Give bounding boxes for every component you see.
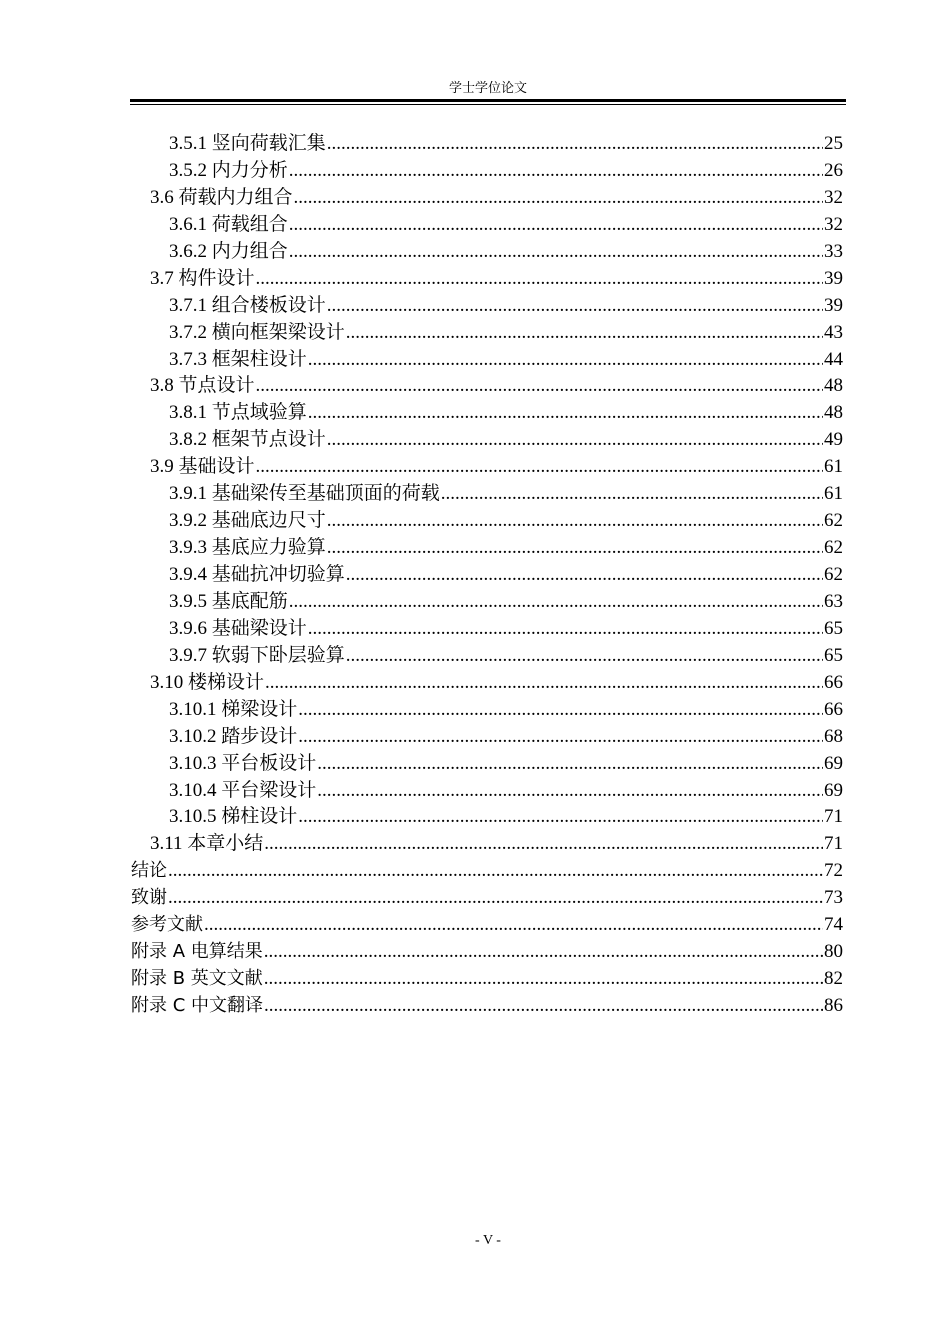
toc-entry-page-number: 73 <box>824 887 843 909</box>
toc-entry[interactable] <box>131 724 843 751</box>
toc-dot-leader <box>327 427 823 454</box>
toc-entry-page-number: 39 <box>824 267 843 289</box>
toc-entry[interactable] <box>131 185 843 212</box>
toc-entry-page-number: 61 <box>824 456 843 478</box>
toc-entry-title: 3.10.5 梯柱设计 <box>169 806 298 828</box>
toc-entry-page-number: 69 <box>824 779 843 801</box>
header-rule-thin <box>130 104 846 105</box>
toc-dot-leader <box>327 293 823 320</box>
toc-entry-title: 3.5.2 内力分析 <box>169 159 288 181</box>
toc-entry[interactable] <box>131 481 843 508</box>
header-rule-thick <box>130 99 846 102</box>
toc-entry-title: 3.9.6 基础梁设计 <box>169 617 307 639</box>
toc-entry[interactable] <box>131 427 843 454</box>
toc-entry-title: 3.9.7 软弱下卧层验算 <box>169 644 345 666</box>
toc-entry-page-number: 61 <box>824 483 843 505</box>
toc-entry-title: 致谢 <box>131 887 167 909</box>
toc-entry-title: 3.9.2 基础底边尺寸 <box>169 510 326 532</box>
toc-entry-title: 结论 <box>131 860 167 882</box>
toc-entry-title: 3.8 节点设计 <box>150 375 255 397</box>
toc-entry-page-number: 71 <box>824 806 843 828</box>
toc-entry[interactable] <box>131 697 843 724</box>
toc-entry-page-number: 32 <box>824 213 843 235</box>
toc-entry[interactable] <box>131 320 843 347</box>
toc-entry[interactable] <box>131 751 843 778</box>
toc-entry[interactable] <box>131 535 843 562</box>
toc-entry[interactable] <box>131 643 843 670</box>
toc-entry-page-number: 48 <box>824 402 843 424</box>
toc-entry-title: 3.9.3 基底应力验算 <box>169 537 326 559</box>
toc-entry-title: 3.10 楼梯设计 <box>150 671 265 693</box>
toc-entry-title: 3.6.1 荷载组合 <box>169 213 288 235</box>
toc-entry-page-number: 62 <box>824 510 843 532</box>
toc-entry-title: 3.7 构件设计 <box>150 267 255 289</box>
toc-entry-title: 3.7.1 组合楼板设计 <box>169 294 326 316</box>
toc-entry-page-number: 80 <box>824 941 843 963</box>
toc-entry-title: 3.5.1 竖向荷载汇集 <box>169 133 326 154</box>
toc-entry-page-number: 65 <box>824 644 843 666</box>
toc-entry-page-number: 62 <box>824 564 843 585</box>
toc-dot-leader <box>265 670 823 697</box>
toc-entry-page-number: 74 <box>824 914 843 936</box>
toc-entry[interactable] <box>131 212 843 239</box>
toc-dot-leader <box>168 858 823 885</box>
toc-entry-page-number: 62 <box>824 537 843 559</box>
toc-entry-page-number: 32 <box>824 186 843 208</box>
toc-dot-leader <box>298 724 823 751</box>
toc-entry-title: 3.10.1 梯梁设计 <box>169 698 298 720</box>
toc-entry[interactable] <box>131 885 843 912</box>
toc-entry-title: 3.7.2 横向框架梁设计 <box>169 321 345 343</box>
toc-entry[interactable] <box>131 966 843 993</box>
toc-entry-page-number: 25 <box>824 133 843 154</box>
toc-entry-title: 3.8.2 框架节点设计 <box>169 429 326 451</box>
toc-dot-leader <box>346 643 823 670</box>
toc-entry-page-number: 66 <box>824 698 843 720</box>
toc-entry[interactable] <box>131 454 843 481</box>
toc-dot-leader <box>298 804 823 831</box>
toc-entry-title: 3.10.4 平台梁设计 <box>169 779 317 801</box>
toc-dot-leader <box>317 778 823 805</box>
toc-dot-leader <box>204 912 823 939</box>
toc-entry[interactable] <box>131 293 843 320</box>
toc-entry-title: 3.7.3 框架柱设计 <box>169 348 307 370</box>
toc-entry[interactable] <box>131 993 843 1020</box>
toc-dot-leader <box>289 589 823 616</box>
toc-entry-page-number: 39 <box>824 294 843 316</box>
toc-entry[interactable] <box>131 400 843 427</box>
toc-entry-title: 3.9.1 基础梁传至基础顶面的荷载 <box>169 483 440 505</box>
toc-entry-page-number: 48 <box>824 375 843 397</box>
toc-entry[interactable] <box>131 562 843 589</box>
toc-entry[interactable] <box>131 239 843 266</box>
toc-entry[interactable] <box>131 508 843 535</box>
toc-dot-leader <box>346 320 823 347</box>
toc-entry-page-number: 43 <box>824 321 843 343</box>
toc-entry-title: 3.6.2 内力组合 <box>169 240 288 262</box>
toc-entry-page-number: 26 <box>824 159 843 181</box>
toc-entry[interactable] <box>131 373 843 400</box>
toc-dot-leader <box>441 481 823 508</box>
toc-entry-page-number: 44 <box>824 348 843 370</box>
toc-entry-page-number: 49 <box>824 429 843 451</box>
toc-entry-title: 3.11 本章小结 <box>150 833 264 855</box>
toc-dot-leader <box>289 212 823 239</box>
toc-dot-leader <box>308 347 823 374</box>
toc-entry-page-number: 86 <box>824 995 843 1016</box>
toc-entry-title: 3.9 基础设计 <box>150 456 255 478</box>
toc-entry-title: 3.9.5 基底配筋 <box>169 590 288 612</box>
toc-dot-leader <box>346 562 823 589</box>
toc-dot-leader <box>264 993 823 1020</box>
toc-dot-leader <box>256 266 823 293</box>
toc-entry[interactable] <box>131 158 843 185</box>
toc-entry-page-number: 65 <box>824 617 843 639</box>
toc-entry[interactable] <box>131 589 843 616</box>
table-of-contents <box>131 131 843 1020</box>
running-header: 学士学位论文 <box>448 80 527 95</box>
toc-entry[interactable] <box>131 616 843 643</box>
toc-entry-title: 附录 B 英文文献 <box>131 968 263 990</box>
toc-dot-leader <box>256 373 823 400</box>
toc-dot-leader <box>264 966 823 993</box>
toc-dot-leader <box>264 939 823 966</box>
toc-entry-page-number: 82 <box>824 968 843 990</box>
toc-entry-title: 附录 A 电算结果 <box>131 941 263 963</box>
toc-entry[interactable] <box>131 804 843 831</box>
toc-dot-leader <box>294 185 823 212</box>
toc-dot-leader <box>289 239 823 266</box>
toc-dot-leader <box>289 158 823 185</box>
toc-dot-leader <box>327 508 823 535</box>
toc-entry-title: 3.10.3 平台板设计 <box>169 752 317 774</box>
toc-entry[interactable] <box>131 131 843 158</box>
toc-entry-page-number: 72 <box>824 860 843 882</box>
toc-entry-title: 3.6 荷载内力组合 <box>150 186 293 208</box>
toc-dot-leader <box>327 131 823 158</box>
toc-dot-leader <box>308 400 823 427</box>
toc-dot-leader <box>327 535 823 562</box>
toc-dot-leader <box>264 831 823 858</box>
toc-entry[interactable] <box>131 347 843 374</box>
toc-entry-page-number: 69 <box>824 752 843 774</box>
toc-entry[interactable] <box>131 670 843 697</box>
toc-entry-page-number: 68 <box>824 725 843 747</box>
toc-entry[interactable] <box>131 831 843 858</box>
toc-entry-page-number: 71 <box>824 833 843 855</box>
toc-entry-title: 3.8.1 节点域验算 <box>169 402 307 424</box>
toc-dot-leader <box>298 697 823 724</box>
toc-entry[interactable] <box>131 939 843 966</box>
toc-entry[interactable] <box>131 266 843 293</box>
toc-entry[interactable] <box>131 858 843 885</box>
toc-entry-page-number: 66 <box>824 671 843 693</box>
toc-entry-title: 3.10.2 踏步设计 <box>169 725 298 747</box>
toc-dot-leader <box>256 454 823 481</box>
toc-entry[interactable] <box>131 778 843 805</box>
toc-entry[interactable] <box>131 912 843 939</box>
toc-dot-leader <box>317 751 823 778</box>
page-number: - V - <box>475 1233 501 1248</box>
toc-dot-leader <box>168 885 823 912</box>
toc-dot-leader <box>308 616 823 643</box>
toc-entry-title: 参考文献 <box>131 914 203 936</box>
toc-entry-title: 3.9.4 基础抗冲切验算 <box>169 564 345 585</box>
toc-entry-title: 附录 C 中文翻译 <box>131 995 264 1016</box>
toc-entry-page-number: 63 <box>824 590 843 612</box>
toc-entry-page-number: 33 <box>824 240 843 262</box>
